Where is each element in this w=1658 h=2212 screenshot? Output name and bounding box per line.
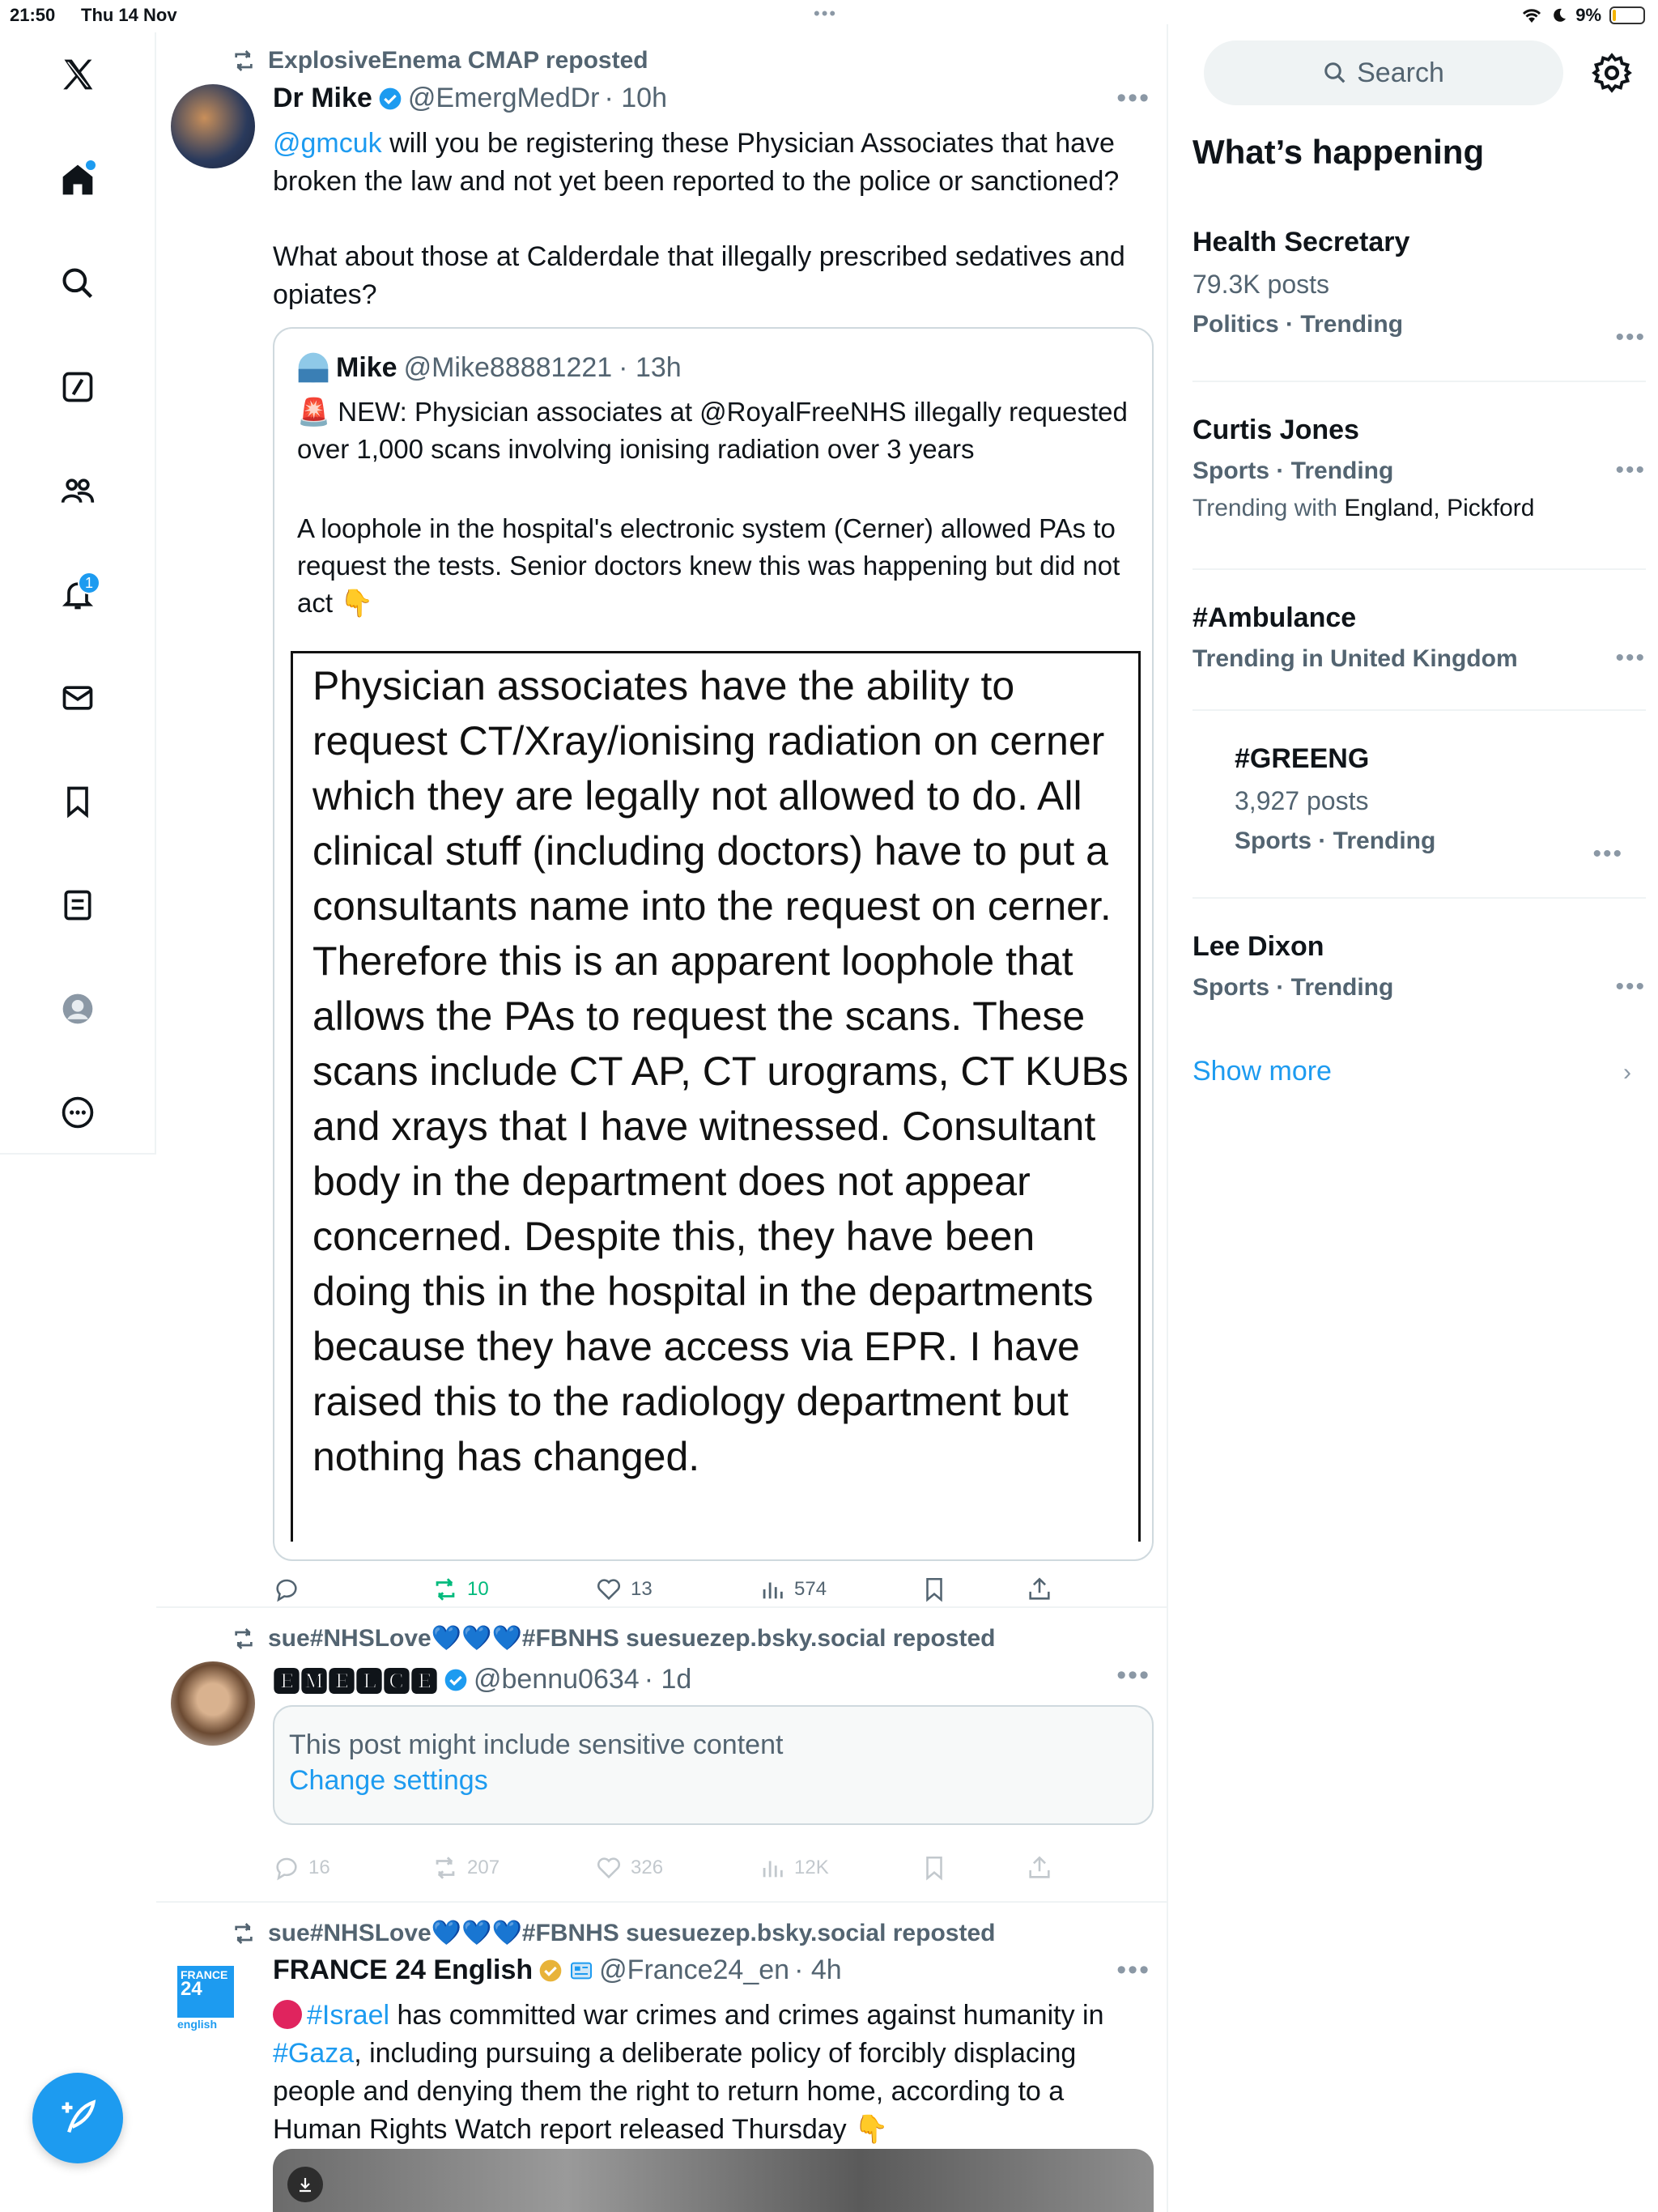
quote-header: [297, 351, 682, 384]
avatar[interactable]: [171, 84, 255, 168]
post-more-icon[interactable]: •••: [1116, 1955, 1150, 1985]
verified-badge-icon: [377, 86, 403, 112]
post-header: [273, 1660, 691, 1699]
search-placeholder: Search: [1357, 57, 1444, 88]
red-circle-icon: [273, 2000, 302, 2029]
moon-icon: [1551, 7, 1567, 23]
feather-plus-icon: [57, 2097, 99, 2139]
post-time[interactable]: · 10h: [604, 83, 667, 113]
share-button[interactable]: [1026, 1854, 1053, 1882]
quote-image[interactable]: [291, 651, 1141, 1542]
like-button[interactable]: [595, 1576, 653, 1603]
trend-item[interactable]: [1192, 415, 1646, 522]
trend-title: #GREENG: [1235, 743, 1370, 774]
quote-text-1: 🚨 NEW: Physician associates at @RoyalFreeNHS illegally requested over 1,000 scans involving ionising radiation over 3 years: [297, 397, 1128, 464]
author-name[interactable]: FRANCE 24 English: [273, 1955, 534, 1985]
quote-time: · 13h: [619, 351, 682, 383]
repost-icon: [231, 1626, 257, 1652]
trend-meta: Trending in United Kingdom: [1192, 645, 1518, 672]
repost-count: 10: [467, 1578, 489, 1600]
home-new-dot: [86, 160, 96, 170]
quote-image-text: Physician associates have the ability to request CT/Xray/ionising radiation on cerner which they are legally not allowed to do. All clinical stuff (including doctors) have to put a consultants name into the request on cerner. Therefore this is an apparent loophole that allows the PAs to request the scans. These scans include CT AP, CT urograms, CT KUBs and xrays that I have witnessed. Consultant body in the department does not appear concerned. Despite this, they have been doing this in the hospital in the departments because they have access via EPR. I have raised this to the radiology department but nothing has changed.: [312, 663, 1129, 1479]
post-france24[interactable]: [156, 1903, 1167, 2212]
divider: [1192, 709, 1646, 711]
post-actions: [273, 1854, 1168, 1895]
views-button[interactable]: [759, 1576, 827, 1603]
repost-icon: [432, 1576, 459, 1603]
right-sidebar: [1170, 32, 1658, 1166]
post-more-icon[interactable]: •••: [1116, 1660, 1150, 1691]
post-text-a: has committed war crimes and crimes against humanity in: [389, 2000, 1104, 2031]
trend-with-names: England, Pickford: [1344, 495, 1535, 521]
more-icon[interactable]: [52, 1087, 104, 1138]
post-emelce[interactable]: [156, 1608, 1167, 1903]
author-handle[interactable]: @EmergMedDr: [407, 83, 600, 113]
post-text: [273, 1997, 1139, 2149]
bookmark-icon: [920, 1854, 948, 1882]
trend-item[interactable]: [1192, 227, 1646, 351]
views-count: 574: [794, 1578, 827, 1600]
trend-meta: Sports · Trending: [1235, 827, 1436, 854]
quoted-post[interactable]: [273, 327, 1154, 1561]
reply-button[interactable]: [273, 1576, 300, 1603]
trend-count: 79.3K posts: [1192, 270, 1329, 299]
bookmark-button[interactable]: [920, 1576, 948, 1603]
search-icon[interactable]: [52, 257, 104, 309]
notifications-icon[interactable]: [52, 568, 104, 620]
repost-icon: [231, 48, 257, 74]
timeline: [156, 24, 1168, 2212]
trend-more-icon[interactable]: •••: [1615, 324, 1646, 351]
news-affiliate-icon: [568, 1958, 594, 1984]
repost-indicator: [231, 1624, 995, 1653]
post-time[interactable]: · 1d: [644, 1664, 692, 1695]
repost-icon: [231, 1921, 257, 1946]
post-text-1: will you be registering these Physician Associates that have broken the law and not yet been reported to the police or sanctioned?: [273, 128, 1120, 197]
sensitive-content-warning[interactable]: [273, 1705, 1154, 1825]
repost-indicator: [231, 1919, 995, 1947]
bookmark-icon: [920, 1576, 948, 1603]
download-icon[interactable]: [287, 2167, 323, 2202]
grok-icon[interactable]: [52, 361, 104, 413]
like-count: 13: [631, 1578, 653, 1600]
trend-with: [1192, 495, 1646, 522]
trend-title: Lee Dixon: [1192, 931, 1324, 962]
bookmark-button[interactable]: [920, 1854, 948, 1882]
views-icon: [759, 1854, 786, 1882]
mention-link[interactable]: @gmcuk: [273, 128, 382, 159]
trend-meta: Sports · Trending: [1192, 457, 1394, 484]
trend-more-icon[interactable]: •••: [1615, 644, 1646, 671]
like-count: 326: [631, 1857, 664, 1878]
author-name[interactable]: 🅴🅼🅴🅻🅲🅴: [273, 1667, 438, 1698]
profile-icon[interactable]: [52, 983, 104, 1035]
share-icon: [1026, 1576, 1053, 1603]
gear-icon[interactable]: [1591, 52, 1633, 94]
change-settings-link[interactable]: Change settings: [289, 1765, 488, 1796]
author-handle[interactable]: @bennu0634: [474, 1664, 640, 1695]
quote-author-name[interactable]: Mike: [336, 351, 397, 383]
quote-avatar-icon: [297, 351, 329, 384]
post-media[interactable]: [273, 2149, 1154, 2212]
post-dr-mike[interactable]: [156, 24, 1167, 1608]
heart-icon: [595, 1576, 623, 1603]
share-button[interactable]: [1026, 1576, 1053, 1603]
views-button[interactable]: [759, 1854, 829, 1882]
trend-title: #Ambulance: [1192, 602, 1357, 633]
multitask-dots[interactable]: •••: [814, 3, 838, 23]
chevron-right-icon[interactable]: ›: [1623, 1059, 1631, 1086]
lists-icon[interactable]: [52, 879, 104, 931]
whats-happening-heading: What’s happening: [1192, 133, 1485, 171]
trend-more-icon[interactable]: •••: [1615, 973, 1646, 1000]
x-logo-icon[interactable]: [52, 49, 104, 100]
like-button[interactable]: [595, 1854, 663, 1882]
post-text-2: What about those at Calderdale that illegally prescribed sedatives and opiates?: [273, 241, 1125, 310]
views-icon: [759, 1576, 786, 1603]
battery-icon: [1609, 6, 1645, 24]
sensitive-title: This post might include sensitive content: [289, 1729, 784, 1760]
trend-count: 3,927 posts: [1235, 786, 1369, 815]
hashtag-gaza[interactable]: #Gaza: [273, 2038, 355, 2069]
bookmarks-icon[interactable]: [52, 776, 104, 827]
avatar[interactable]: [171, 1661, 255, 1746]
repost-button[interactable]: [432, 1576, 489, 1603]
trend-item[interactable]: [1192, 602, 1646, 673]
reposted-by-label[interactable]: sue#NHSLove💙💙💙#FBNHS suesuezep.bsky.social reposted: [268, 1625, 996, 1652]
reposted-by-label[interactable]: sue#NHSLove💙💙💙#FBNHS suesuezep.bsky.social reposted: [268, 1920, 996, 1946]
wifi-icon: [1520, 6, 1543, 24]
reposted-by-label[interactable]: ExplosiveEnema CMAP reposted: [268, 47, 648, 74]
reply-button[interactable]: [273, 1854, 330, 1882]
messages-icon[interactable]: [52, 672, 104, 724]
logo-line-1: FRANCE: [181, 1968, 228, 1981]
reply-icon: [273, 1854, 300, 1882]
post-time[interactable]: · 4h: [794, 1955, 842, 1985]
reply-icon: [273, 1576, 300, 1603]
gold-verified-badge-icon: [538, 1958, 563, 1984]
views-count: 12K: [794, 1857, 829, 1878]
hashtag-israel[interactable]: #Israel: [307, 2000, 390, 2031]
verified-badge-icon: [443, 1667, 469, 1693]
trend-meta: Sports · Trending: [1192, 974, 1394, 1001]
trend-more-icon[interactable]: •••: [1615, 457, 1646, 483]
notifications-badge: 1: [78, 572, 100, 594]
quote-author-handle[interactable]: @Mike88881221: [403, 351, 613, 383]
trend-more-icon[interactable]: •••: [1592, 840, 1623, 867]
compose-post-button[interactable]: [32, 2073, 123, 2163]
search-icon: [1323, 61, 1347, 85]
share-icon: [1026, 1854, 1053, 1882]
post-text-b: , including pursuing a deliberate policy of forcibly displacing people and denying them the right to return home, according to a Human Rights Watch report released Thursday 👇: [273, 2038, 1077, 2145]
post-more-icon[interactable]: •••: [1116, 83, 1150, 113]
trend-item[interactable]: [1192, 931, 1646, 1002]
repost-button[interactable]: [432, 1854, 500, 1882]
repost-count: 207: [467, 1857, 500, 1878]
trend-title: Health Secretary: [1192, 227, 1410, 257]
repost-indicator: [231, 47, 648, 74]
divider: [1192, 568, 1646, 570]
divider: [1192, 381, 1646, 382]
quote-text-2: A loophole in the hospital's electronic system (Cerner) allowed PAs to request the tests. Senior doctors knew this was happening but did not act 👇: [297, 513, 1120, 618]
status-right: [1520, 5, 1645, 26]
post-header: [273, 1955, 842, 1986]
divider: [1192, 897, 1646, 899]
heart-icon: [595, 1854, 623, 1882]
status-time: 21:50: [10, 5, 56, 25]
trend-item[interactable]: [1235, 743, 1623, 867]
show-more-link[interactable]: Show more: [1192, 1056, 1332, 1087]
repost-icon: [432, 1854, 459, 1882]
trend-with-prefix: Trending with: [1192, 495, 1345, 521]
battery-percent: 9%: [1575, 5, 1601, 25]
france24-logo[interactable]: [171, 1961, 249, 2039]
post-text: [273, 125, 1139, 201]
author-name[interactable]: Dr Mike: [273, 83, 372, 113]
author-handle[interactable]: @France24_en: [599, 1955, 790, 1985]
status-date: Thu 14 Nov: [81, 5, 177, 25]
trend-meta: Politics · Trending: [1192, 311, 1404, 338]
trend-title: Curtis Jones: [1192, 415, 1359, 445]
post-header: [273, 83, 667, 114]
reply-count: 16: [308, 1857, 330, 1878]
search-box[interactable]: [1204, 40, 1563, 105]
logo-line-3: english: [177, 2018, 218, 2031]
left-navigation: [0, 32, 156, 1155]
home-icon[interactable]: [52, 154, 104, 206]
logo-line-2: 24: [181, 1978, 202, 2000]
communities-icon[interactable]: [52, 465, 104, 517]
